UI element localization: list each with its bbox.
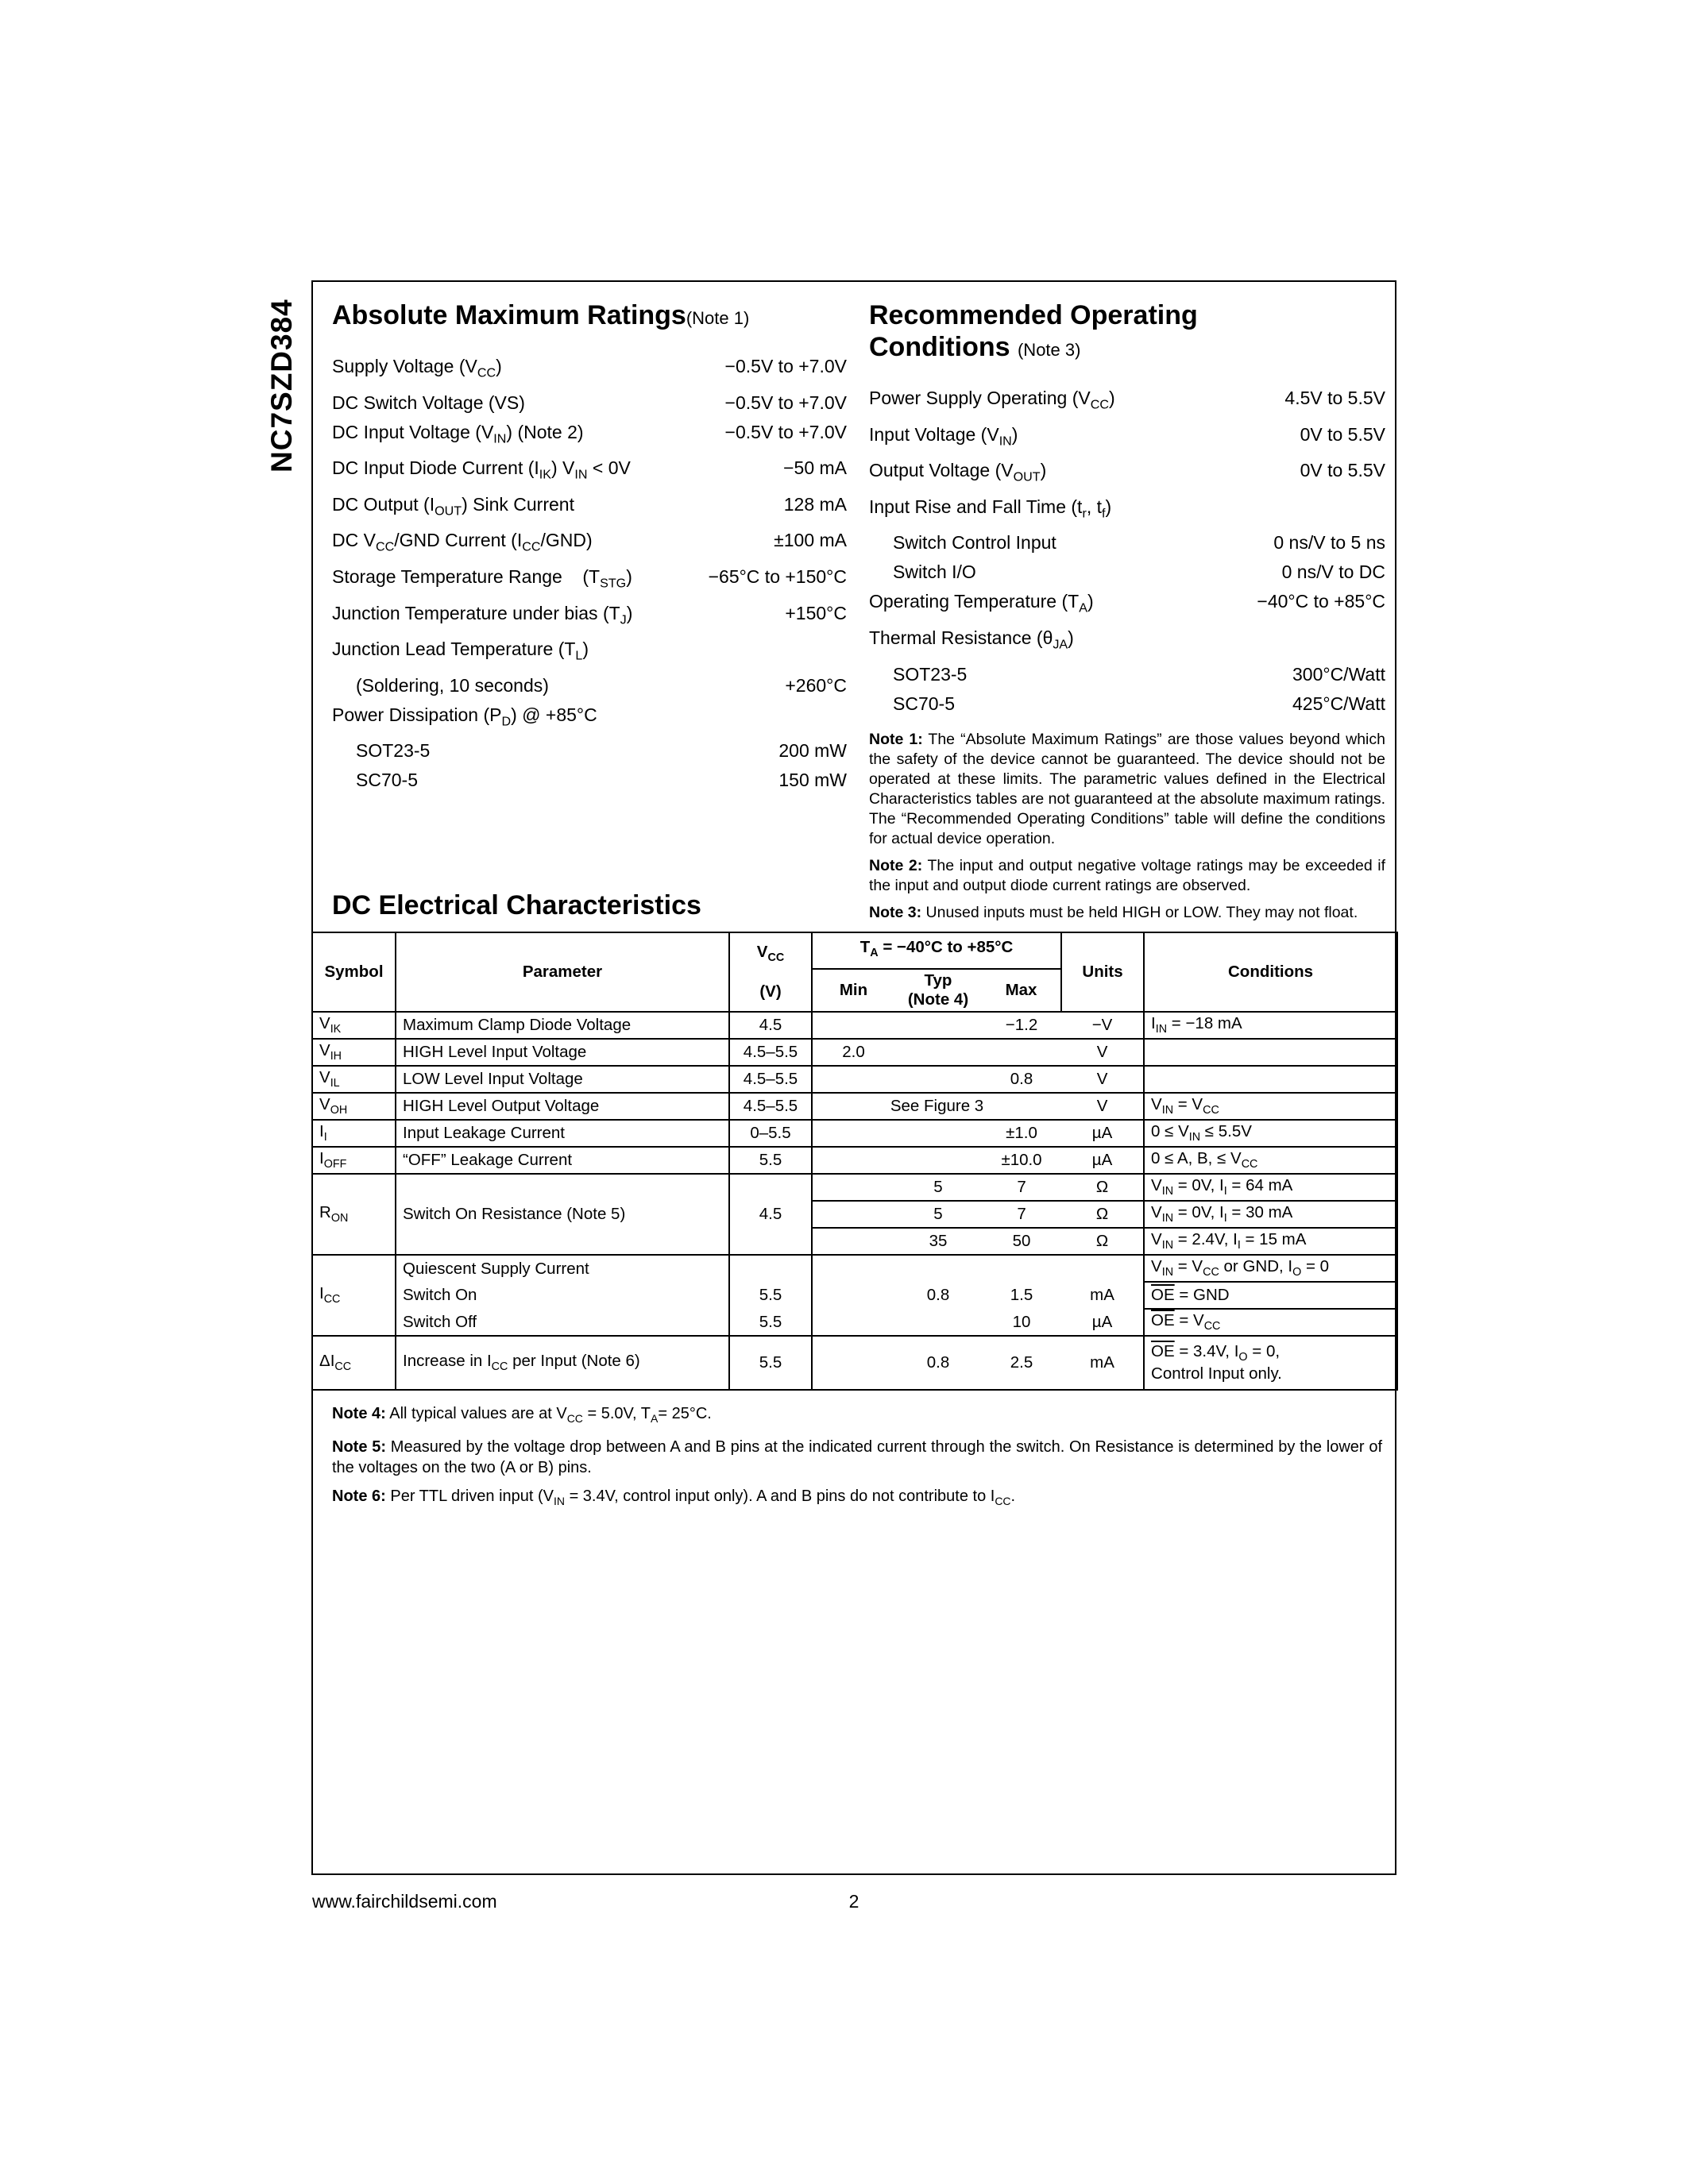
rating-value: 0 ns/V to DC bbox=[1281, 561, 1385, 583]
note-1-text: The “Absolute Maximum Ratings” are those values beyond which the safety of the device cannot be guaranteed. The device should not be operated at these limits. The parametric values defined in the Electrical Characteristics tables are not guaranteed at the absolute maximum ratings. The “Recommended Operating Conditions” table will define the conditions for actual device operation. bbox=[869, 730, 1385, 847]
table-row bbox=[312, 1255, 1397, 1282]
table-row bbox=[312, 1309, 1397, 1336]
table-cell: 2.0 bbox=[812, 1039, 894, 1066]
table-cell: µA bbox=[1061, 1147, 1144, 1174]
table-cell: 7 bbox=[982, 1174, 1061, 1201]
note-2 bbox=[869, 856, 1385, 896]
table-cell: 0.8 bbox=[926, 1353, 950, 1372]
table-cell: $V_{IN} = 2.4V$, $I_I = 15$ mA bbox=[1144, 1228, 1397, 1255]
rating-label: Junction Temperature under bias $(T_J)$ bbox=[332, 602, 633, 627]
table-row bbox=[312, 1147, 1397, 1174]
table-cell: 0–5.5 bbox=[729, 1120, 812, 1147]
table-cell bbox=[812, 1147, 894, 1174]
rating-value: −65°C to +150°C bbox=[708, 565, 847, 587]
rating-label: Storage Temperature Range $(T_{STG})$ bbox=[332, 565, 632, 591]
roc-title-line1: Recommended Operating bbox=[869, 300, 1198, 330]
amr-title-text: Absolute Maximum Ratings bbox=[332, 300, 686, 330]
rating-label: DC $V_{CC}$/GND Current $(I_{CC}/GND)$ bbox=[332, 530, 593, 554]
table-cell: 0.8 bbox=[982, 1066, 1061, 1093]
table-header-cell: $T_A = -40^\circ C$ to +85°C bbox=[812, 932, 1061, 969]
rating-value: 128 mA bbox=[783, 493, 847, 515]
note-3-label: Note 3: bbox=[869, 903, 922, 921]
table-header-cell: Max bbox=[982, 969, 1061, 1012]
note-3-text: Unused inputs must be held HIGH or LOW. They may not float. bbox=[925, 903, 1358, 921]
table-cell bbox=[812, 1066, 894, 1093]
note-5-text: Measured by the voltage drop between A and B pins at the indicated current through the switch. On Resistance is determined by the lower of the voltages on the two (A or B) pins. bbox=[332, 1438, 1382, 1476]
table-cell bbox=[982, 1039, 1061, 1066]
rating-label: Output Voltage $(V_{OUT})$ bbox=[869, 460, 1047, 484]
table-cell: $\overline{OE} = 3.4V$, $I_O = 0$, Control Input only. bbox=[1151, 1342, 1282, 1383]
dc-electrical-characteristics-title: DC Electrical Characteristics bbox=[332, 890, 701, 920]
table-cell: 5.5 bbox=[729, 1282, 812, 1309]
table-header-cell: Min bbox=[812, 969, 894, 1012]
rating-row bbox=[332, 599, 847, 635]
part-number-vertical: NC7SZD384 bbox=[265, 299, 298, 473]
table-header-cell: Symbol bbox=[312, 932, 396, 1012]
note-1-label: Note 1: bbox=[869, 730, 923, 748]
table-row bbox=[312, 1336, 1397, 1390]
rating-value: +260°C bbox=[785, 674, 847, 696]
rating-value: 4.5V to 5.5V bbox=[1284, 388, 1385, 408]
rating-label: Switch Control Input bbox=[893, 532, 1056, 554]
rating-label: Switch I/O bbox=[893, 561, 976, 583]
table-cell bbox=[894, 1147, 982, 1174]
table-cell: $V_{IN} = 0V$, $I_I = 64$ mA bbox=[1144, 1174, 1397, 1201]
table-cell: Switch On bbox=[396, 1282, 729, 1309]
table-cell bbox=[894, 1066, 982, 1093]
table-cell bbox=[894, 1120, 982, 1147]
dc-table-notes bbox=[332, 1403, 1382, 1519]
table-cell bbox=[812, 1282, 894, 1309]
rating-row bbox=[869, 587, 1385, 623]
note-4 bbox=[332, 1403, 1382, 1429]
table-cell: HIGH Level Output Voltage bbox=[396, 1093, 729, 1120]
rating-label: DC Output $(I_{OUT})$ Sink Current bbox=[332, 493, 574, 519]
rating-value: 0V to 5.5V bbox=[1300, 460, 1385, 481]
rating-label: Power Supply Operating $(V_{CC})$ bbox=[869, 388, 1115, 412]
rating-label: SOT23-5 bbox=[893, 663, 968, 685]
table-cell: Ω bbox=[1061, 1174, 1144, 1201]
rating-label: DC Switch Voltage (VS) bbox=[332, 392, 525, 413]
amr-title-note: (Note 1) bbox=[686, 308, 750, 328]
note-4-label: Note 4: bbox=[332, 1405, 386, 1422]
table-cell: $V_{IN} = V_{CC}$ or GND, $I_O = 0$ bbox=[1144, 1255, 1397, 1282]
rating-row bbox=[869, 558, 1385, 587]
rating-label: Input Rise and Fall Time ($t_r$, $t_f$) bbox=[869, 496, 1112, 521]
rating-label: Supply Voltage $(V_{CC})$ bbox=[332, 356, 502, 380]
table-cell: 0 ≤ A, B, ≤ $V_{CC}$ bbox=[1144, 1147, 1397, 1174]
rating-label: Input Voltage $(V_{IN})$ bbox=[869, 423, 1018, 449]
page-number: 2 bbox=[848, 1891, 859, 1912]
table-cell bbox=[894, 1039, 982, 1066]
rating-row bbox=[869, 420, 1385, 457]
table-row bbox=[312, 1093, 1397, 1120]
rating-value: +150°C bbox=[785, 602, 847, 623]
rating-label: SC70-5 bbox=[893, 693, 955, 714]
note-6-text: Per TTL driven input ($V_{IN} = 3.4V$, control input only). A and B pins do not contribute to $I_{CC}$. bbox=[390, 1488, 1016, 1507]
recommended-operating-conditions-section bbox=[869, 299, 1385, 930]
table-cell: Ω bbox=[1061, 1201, 1144, 1228]
rating-row bbox=[332, 766, 847, 795]
roc-title-line2 bbox=[869, 331, 1385, 366]
table-cell: ±10.0 bbox=[982, 1147, 1061, 1174]
table-cell: Quiescent Supply Current bbox=[396, 1255, 729, 1282]
note-1 bbox=[869, 730, 1385, 849]
table-cell: µA bbox=[1061, 1309, 1144, 1336]
table-cell: Input Leakage Current bbox=[396, 1120, 729, 1147]
table-cell bbox=[982, 1255, 1061, 1282]
table-cell: mA bbox=[1061, 1282, 1144, 1309]
table-cell: $I_{OFF}$ bbox=[312, 1147, 396, 1174]
table-cell: $V_{IH}$ bbox=[312, 1039, 396, 1066]
table-cell bbox=[812, 1309, 894, 1336]
table-row bbox=[312, 1174, 1397, 1201]
table-cell: −V bbox=[1061, 1012, 1144, 1039]
table-cell bbox=[812, 1174, 894, 1201]
note-5 bbox=[332, 1437, 1382, 1478]
rating-row bbox=[869, 660, 1385, 689]
table-cell bbox=[812, 1255, 894, 1282]
rating-row bbox=[332, 453, 847, 490]
table-cell: Ω bbox=[1061, 1228, 1144, 1255]
note-2-text: The input and output negative voltage ratings may be exceeded if the input and output diode current ratings are observed. bbox=[869, 856, 1386, 894]
table-cell bbox=[894, 1012, 982, 1039]
rating-label: SC70-5 bbox=[356, 770, 418, 791]
table-cell: 4.5–5.5 bbox=[729, 1093, 812, 1120]
table-cell: 5 bbox=[894, 1201, 982, 1228]
table-cell bbox=[1144, 1066, 1397, 1093]
table-cell: 5 bbox=[894, 1174, 982, 1201]
note-4-text: All typical values are at $V_{CC} = 5.0V$, $T_A= 25^\circ C$. bbox=[389, 1405, 712, 1425]
table-cell: See Figure 3 bbox=[812, 1093, 1061, 1120]
rating-row bbox=[332, 671, 847, 700]
rating-label: Junction Lead Temperature $(T_L)$ bbox=[332, 639, 589, 663]
table-cell: 4.5 bbox=[729, 1012, 812, 1039]
table-row bbox=[312, 1012, 1397, 1039]
rating-value: −0.5V to +7.0V bbox=[724, 356, 847, 376]
table-cell bbox=[1061, 1255, 1144, 1282]
note-6 bbox=[332, 1486, 1382, 1511]
rating-row bbox=[869, 528, 1385, 558]
rating-row bbox=[869, 689, 1385, 719]
rating-label: Power Dissipation $(P_D)$ @ +85°C bbox=[332, 704, 597, 729]
table-cell: 7 bbox=[982, 1201, 1061, 1228]
table-cell bbox=[1144, 1039, 1397, 1066]
rating-row bbox=[869, 384, 1385, 420]
table-cell: $V_{OH}$ bbox=[312, 1093, 396, 1120]
table-header-cell: Typ (Note 4) bbox=[894, 969, 982, 1012]
rating-value: 425°C/Watt bbox=[1292, 693, 1385, 714]
roc-title-text: Conditions bbox=[869, 332, 1010, 362]
rating-value: −0.5V to +7.0V bbox=[724, 421, 847, 442]
rating-row bbox=[332, 635, 847, 671]
table-cell: ±1.0 bbox=[982, 1120, 1061, 1147]
table-cell: mA bbox=[1061, 1336, 1144, 1390]
table-cell: Increase in $I_{CC}$ per Input (Note 6) bbox=[396, 1336, 729, 1390]
roc-title-note: (Note 3) bbox=[1017, 340, 1081, 360]
table-cell: $0 \le V_{IN} \le 5.5V$ bbox=[1144, 1120, 1397, 1147]
footer-website: www.fairchildsemi.com bbox=[312, 1891, 497, 1912]
table-cell: $R_{ON}$ bbox=[312, 1174, 396, 1255]
table-cell: V bbox=[1061, 1093, 1144, 1120]
roc-list bbox=[869, 384, 1385, 719]
rating-label: Thermal Resistance $(\theta_{JA})$ bbox=[869, 627, 1074, 652]
table-cell: 4.5–5.5 bbox=[729, 1039, 812, 1066]
rating-value: 0 ns/V to 5 ns bbox=[1273, 532, 1385, 554]
table-row bbox=[312, 1282, 1397, 1309]
table-cell: 50 bbox=[982, 1228, 1061, 1255]
note-5-label: Note 5: bbox=[332, 1438, 387, 1456]
amr-list bbox=[332, 352, 847, 795]
table-row bbox=[312, 1120, 1397, 1147]
table-cell: $I_{CC}$ bbox=[312, 1255, 396, 1336]
table-cell bbox=[894, 1309, 982, 1336]
rating-row bbox=[332, 562, 847, 599]
rating-value: 200 mW bbox=[778, 740, 847, 762]
rating-row bbox=[332, 736, 847, 766]
table-cell: 5.5 bbox=[729, 1309, 812, 1336]
note-3 bbox=[869, 903, 1385, 923]
table-cell: V bbox=[1061, 1066, 1144, 1093]
table-cell bbox=[812, 1228, 894, 1255]
table-cell: Switch Off bbox=[396, 1309, 729, 1336]
table-cell: $\overline{OE}$ = GND bbox=[1144, 1282, 1397, 1309]
table-header-cell: Conditions bbox=[1144, 932, 1397, 1012]
table-header-cell: Parameter bbox=[396, 932, 729, 1012]
table-cell: $V_{IN} = 0V$, $I_I = 30$ mA bbox=[1144, 1201, 1397, 1228]
table-header-cell: Units bbox=[1061, 932, 1144, 1012]
rating-value: −50 mA bbox=[783, 457, 847, 479]
rating-row bbox=[869, 456, 1385, 492]
table-cell: 4.5 bbox=[729, 1174, 812, 1255]
table-row bbox=[312, 1039, 1397, 1066]
rating-value: 0V to 5.5V bbox=[1300, 423, 1385, 445]
rating-value: −0.5V to +7.0V bbox=[724, 392, 847, 413]
note-6-label: Note 6: bbox=[332, 1488, 386, 1505]
table-cell bbox=[812, 1201, 894, 1228]
table-cell bbox=[729, 1255, 812, 1282]
table-cell: “OFF” Leakage Current bbox=[396, 1147, 729, 1174]
table-cell: $\Delta I_{CC}$ bbox=[312, 1336, 396, 1390]
table-cell bbox=[812, 1120, 894, 1147]
table-cell: 10 bbox=[982, 1309, 1061, 1336]
table-cell: LOW Level Input Voltage bbox=[396, 1066, 729, 1093]
rating-row bbox=[332, 418, 847, 454]
table-cell: $I_{IN} = -18$ mA bbox=[1144, 1012, 1397, 1039]
rating-row bbox=[869, 623, 1385, 660]
table-cell: Maximum Clamp Diode Voltage bbox=[396, 1012, 729, 1039]
table-cell: $V_{IK}$ bbox=[312, 1012, 396, 1039]
table-cell: $V_{IN} = V_{CC}$ bbox=[1144, 1093, 1397, 1120]
table-cell: $V_{IL}$ bbox=[312, 1066, 396, 1093]
rating-value: 300°C/Watt bbox=[1292, 663, 1385, 685]
table-cell: HIGH Level Input Voltage bbox=[396, 1039, 729, 1066]
rating-label: Operating Temperature $(T_A)$ bbox=[869, 591, 1094, 615]
table-cell bbox=[812, 1336, 894, 1390]
table-header-cell: $V_{CC}$ (V) bbox=[729, 932, 812, 1012]
rating-label: DC Input Voltage $(V_{IN})$ (Note 2) bbox=[332, 421, 584, 446]
table-cell: 35 bbox=[894, 1228, 982, 1255]
table-cell: $I_I$ bbox=[312, 1120, 396, 1147]
table-cell: 0.8 bbox=[926, 1286, 950, 1304]
general-notes bbox=[869, 730, 1385, 923]
dc-characteristics-table bbox=[311, 932, 1398, 1391]
rating-value: −40°C to +85°C bbox=[1257, 591, 1385, 612]
table-cell: 1.5 bbox=[1010, 1286, 1033, 1304]
note-2-label: Note 2: bbox=[869, 856, 923, 874]
rating-value: ±100 mA bbox=[774, 530, 847, 551]
table-cell: 5.5 bbox=[729, 1336, 812, 1390]
table-cell: Switch On Resistance (Note 5) bbox=[396, 1174, 729, 1255]
rating-row bbox=[332, 700, 847, 737]
table-cell bbox=[812, 1012, 894, 1039]
rating-row bbox=[332, 490, 847, 527]
table-row bbox=[312, 1066, 1397, 1093]
rating-row bbox=[332, 388, 847, 418]
table-cell bbox=[894, 1255, 982, 1282]
rating-label: DC Input Diode Current $(I_{IK}) V_{IN} < 0V$ bbox=[332, 457, 631, 482]
table-cell: 2.5 bbox=[1010, 1353, 1033, 1372]
rating-label: (Soldering, 10 seconds) bbox=[356, 674, 549, 696]
absolute-maximum-ratings-section bbox=[332, 299, 847, 795]
amr-title bbox=[332, 299, 847, 334]
rating-row bbox=[869, 492, 1385, 529]
rating-value: 150 mW bbox=[778, 770, 847, 791]
content-frame bbox=[311, 280, 1396, 1875]
table-cell: −1.2 bbox=[982, 1012, 1061, 1039]
table-cell: $\overline{OE} = V_{CC}$ bbox=[1144, 1309, 1397, 1336]
rating-row bbox=[332, 352, 847, 388]
rating-row bbox=[332, 526, 847, 562]
table-cell: 5.5 bbox=[729, 1147, 812, 1174]
table-cell: 4.5–5.5 bbox=[729, 1066, 812, 1093]
rating-label: SOT23-5 bbox=[356, 740, 431, 762]
table-cell: µA bbox=[1061, 1120, 1144, 1147]
table-cell: V bbox=[1061, 1039, 1144, 1066]
